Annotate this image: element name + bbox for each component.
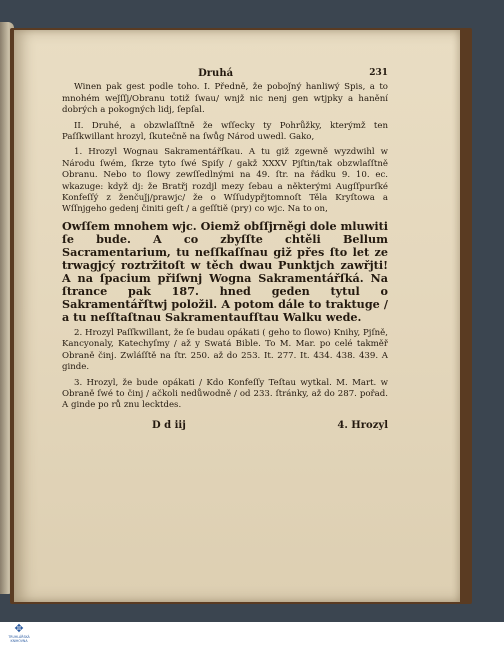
paragraph-6: 3. Hrozyl, že bude opákati / Kdo Konfeſſy Teſtau wytkal. M. Mart. w Obraně ſwé to činj / ačkoli nedůwodně / od 233. ſtránky, až do 287. pořad. A ginde po rů znu lecktdes. bbox=[62, 377, 388, 411]
paragraph-4: Owſſem mnohem wjc. Oiemž obſſjrněgi dole mluwiti ſe bude. A co zbyſſte chtěli Bellum Sacramentarium, tu neſſkaſſnau giž přes ſto let ze trwagjcý roztržitoſt w těch dwau Punktjch zawřjti! A na ſpacium přiſwnj Wogna Sakramentářſká. Na ſtrance pak 187. hned geden tytul o Sakramentářſtwj položil. A potom dále to traktuge / a tu neſſtaſtnau Sakramentaufſtau Walku wede. bbox=[62, 218, 388, 324]
paragraph-1: Winen pak gest podle toho. I. Předně, že poboǰný hanliwý Spis, a to mnohém weǰſſj/Obranu totiž ſwau/ wnjž nic nenj gen wtjpky a hanění dobrých a pokogných lidj, ſepſal. bbox=[62, 82, 388, 116]
page-header bbox=[62, 68, 388, 79]
running-head: Druhá bbox=[198, 68, 234, 79]
page-number: 231 bbox=[369, 68, 388, 78]
library-emblem-icon: ✥ bbox=[14, 622, 24, 635]
catchword: 4. Hrozyl bbox=[337, 419, 388, 431]
library-logo-line1: TRUHLÁŘSKÁ bbox=[8, 635, 30, 639]
paragraph-3: 1. Hrozyl Wognau Sakramentářſkau. A tu giž zgewně wyzdwihl w Národu ſwém, ſkrze tyto ſwé Spiſy / gakž XXXV Pjſtin/tak obzwlaſſtně Obranu. Nebo to ſlowy zewſſedlnými na 49. ſtr. na řádku 9. 10. ec. wkazuge: když dj: že Bratřj rozdjl mezy ſebau a některými Augſſpurſké Konfeſſý z ženčuǰj/prawjc/ že o Wſſudypřjtomnoſt Těla Kryſtowa a Wſſnjgeho gedenj činiti geſt / a geſſtiě (pry) co wjc. Na to on, bbox=[62, 147, 388, 215]
library-logo-line2: KNIHOVNA bbox=[10, 639, 28, 643]
page-text bbox=[62, 68, 388, 431]
paragraph-5: 2. Hrozyl Paſſkwillant, že ſe budau opákati ( geho to ſlowo) Knihy, Pjſně, Kancyonaly, Katechyſmy / až y Swatá Bible. To M. Mar. po celé takměř Obraně činj. Zwláſſtě na ſtr. 250. až do 253. It. 277. It. 434. 438. 439. A ginde. bbox=[62, 327, 388, 373]
signature-mark: D d iij bbox=[152, 419, 186, 431]
library-logo[interactable] bbox=[3, 623, 35, 649]
paragraph-2: II. Druhé, a obzwlaſſtně že wſſecky ty Pohrůžky, kterýmž ten Paſſkwillant hrozyl, ſkutečně na ſwůg Národ uwedl. Gako, bbox=[62, 120, 388, 143]
book-page bbox=[14, 30, 460, 602]
viewer-bottom-bar bbox=[0, 622, 504, 651]
page-footer bbox=[62, 420, 388, 431]
